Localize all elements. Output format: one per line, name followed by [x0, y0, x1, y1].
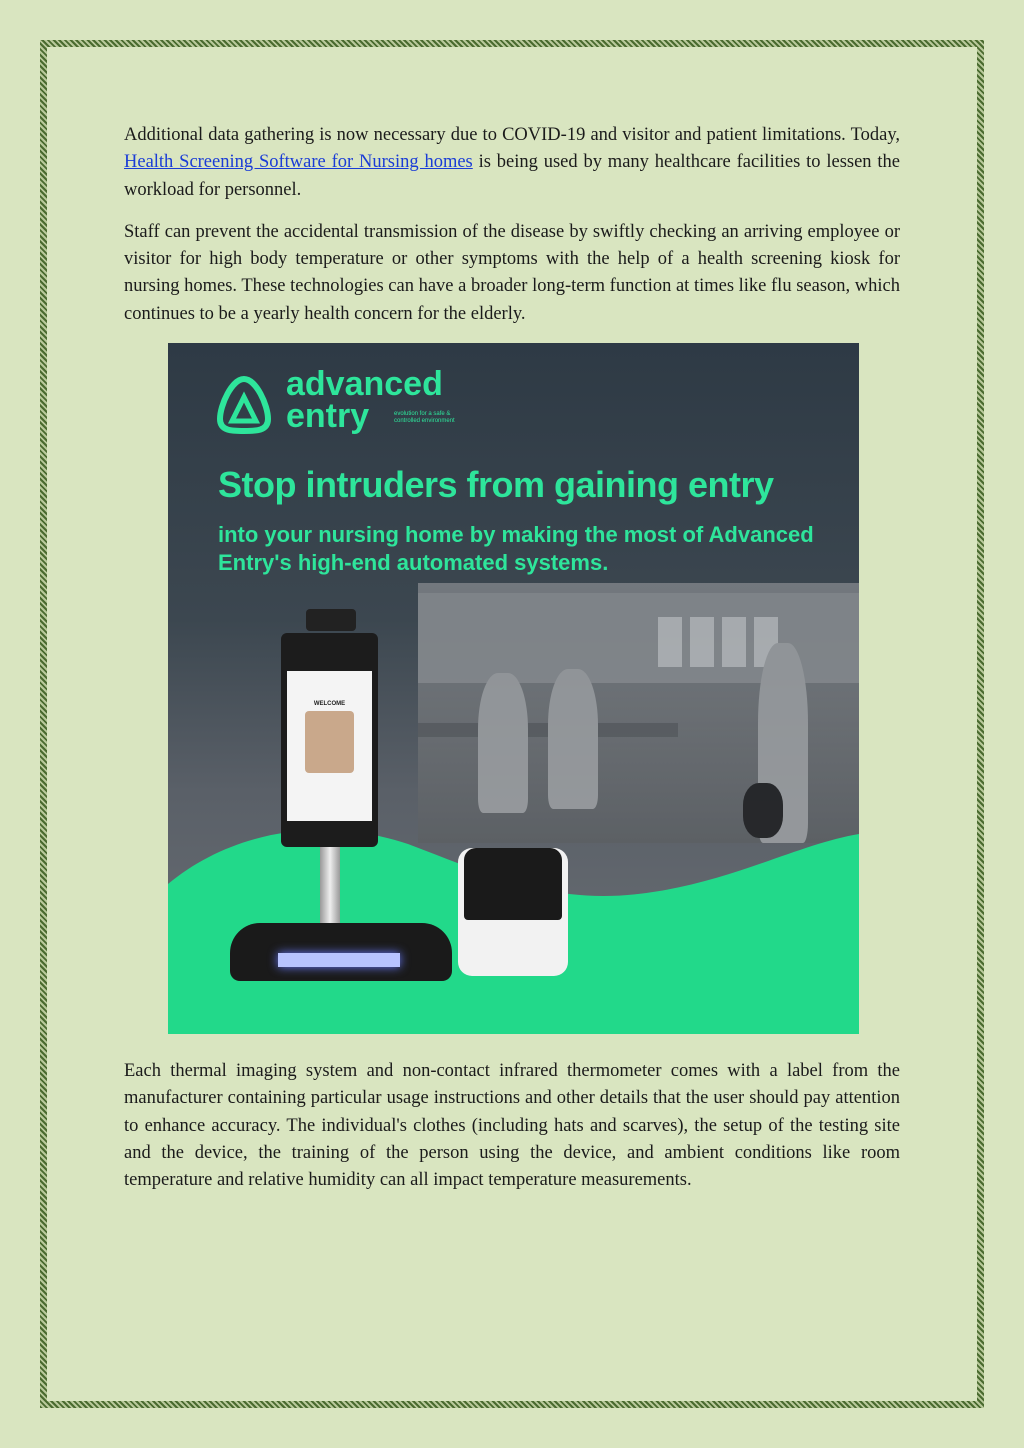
brand-name-line2: entry — [286, 397, 370, 436]
building-window — [690, 617, 714, 667]
advanced-entry-promo-image — [168, 343, 859, 1034]
badge-printer-top — [464, 848, 562, 920]
kiosk-screen — [287, 671, 372, 821]
paragraph-intro — [124, 122, 900, 204]
building-window — [722, 617, 746, 667]
paragraph-thermal: Each thermal imaging system and non-contact infrared thermometer comes with a label from the manufacturer containing particular usage instructions and other details that the user should pay attention to enhance accuracy. The individual's clothes (including hats and scarves), the setup of the testing site and the device, the training of the person using the device, and ambient conditions like room temperature and relative humidity can all impact temperature measurements. — [124, 1061, 900, 1191]
document-body — [124, 122, 900, 1210]
health-screening-software-link[interactable]: Health Screening Software for Nursing homes — [124, 152, 473, 173]
kiosk-face-photo — [305, 711, 354, 773]
paragraph-intro-text-1: Additional data gathering is now necessary due to COVID-19 and visitor and patient limitations. Today, — [124, 125, 900, 145]
kiosk-welcome-text: WELCOME — [313, 701, 346, 708]
building-window — [658, 617, 682, 667]
brand-name-line1: advanced — [286, 365, 443, 404]
promo-subheadline: into your nursing home by making the most of Advanced Entry's high-end automated systems. — [218, 522, 814, 576]
advanced-entry-logo-icon — [216, 375, 272, 435]
kiosk-camera — [306, 609, 356, 631]
paragraph-kiosk: Staff can prevent the accidental transmission of the disease by swiftly checking an arriving employee or visitor for high body temperature or other symptoms with the help of a health screening kiosk for nursing homes. These technologies can have a broader long-term function at times like flu season, which continues to be a yearly health concern for the elderly. — [124, 221, 900, 324]
kiosk-light-bar — [278, 953, 400, 967]
brand-tagline: evolution for a safe & controlled environment — [394, 411, 455, 425]
paragraph-intro-text-2: is being used by many healthcare facilities to lessen the workload for personnel. — [124, 152, 900, 200]
promo-headline: Stop intruders from gaining entry — [218, 464, 774, 506]
kiosk-base — [230, 923, 452, 981]
